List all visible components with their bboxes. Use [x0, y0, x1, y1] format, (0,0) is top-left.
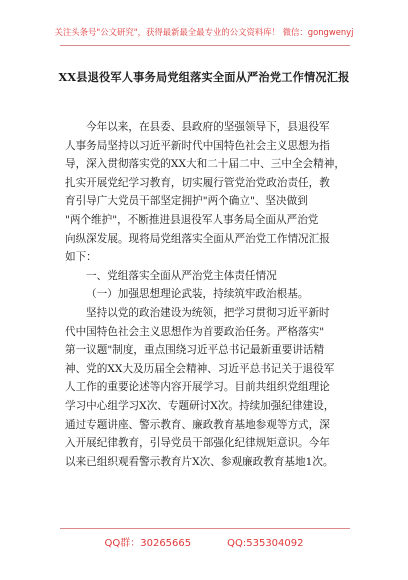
body-line: 人工作的重要论述等内容开展学习。目前共组织党组理论 [65, 381, 330, 394]
body-line: 导，深入贯彻落实党的XX大和二十届二中、三中全会精神， [65, 158, 345, 171]
body-line: 入开展纪律教育，引导党员干部强化纪律规矩意识。今年 [65, 437, 330, 450]
body-line: 今年以来，在县委、县政府的坚强领导下，县退役军 [86, 121, 330, 133]
body-line: 向纵深发展。现将局党组落实全面从严治党工作情况汇报 [65, 232, 330, 245]
section-heading: 一、党组落实全面从严治党主体责任情况 [86, 269, 277, 282]
body-line: 坚持以党的政治建设为统领，把学习贯彻习近平新时 [86, 306, 330, 319]
body-line: 以来已组织观看警示教育片X次、参观廉政教育基地1次。 [65, 455, 334, 468]
body-line: 第一议题"制度，重点围绕习近平总书记最新重要讲话精 [65, 344, 325, 357]
body-line: 通过专题讲座、警示教育、廉政教育基地参观等方式，深 [65, 418, 330, 431]
body-line: "两个维护"，不断推进县退役军人事务局全面从严治党 [65, 213, 319, 226]
header-divider [60, 45, 350, 46]
footer-qq-group: QQ群：30265665 [104, 538, 192, 549]
document-title: XX县退役军人事务局党组落实全面从严治党工作情况汇报 [58, 70, 350, 84]
body-line: 育引导广大党员干部坚定拥护"两个确立"、坚决做到 [65, 195, 308, 208]
footer-qq-number: QQ:535304092 [227, 538, 304, 549]
body-line: 人事务局坚持以习近平新时代中国特色社会主义思想为指 [65, 139, 330, 152]
body-line: 扎实开展党纪学习教育，切实履行管党治党政治责任，教 [65, 176, 330, 189]
body-line: 神、党的XX大及历届全会精神、习近平总书记关于退役军 [65, 362, 335, 375]
document-body [65, 118, 349, 471]
body-line: 代中国特色社会主义思想作为首要政治任务。严格落实" [65, 325, 325, 338]
footer-divider [60, 528, 350, 529]
body-line: 如下： [65, 251, 97, 264]
header-banner: 关注头条号"公文研究"，获得最新最全最专业的公文资料库！ 微信：gongwenyj [54, 27, 354, 37]
subsection-heading: （一）加强思想理论武装，持续筑牢政治根基。 [86, 288, 309, 301]
footer-contact [0, 534, 408, 549]
body-line: 学习中心组学习X次、专题研讨X次。持续加强纪律建设， [65, 399, 335, 412]
